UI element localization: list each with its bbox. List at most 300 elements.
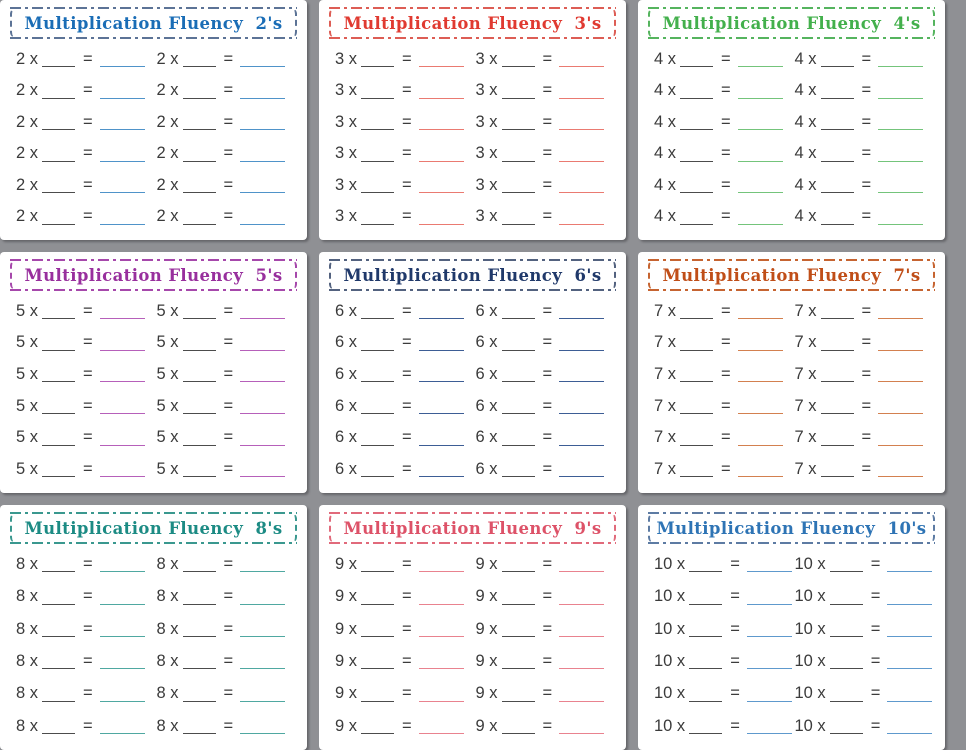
factor-blank <box>361 400 394 414</box>
answer-blank <box>878 368 923 382</box>
equals-sign: = <box>83 587 93 606</box>
factor-label: 2 x <box>16 49 39 68</box>
answer-blank <box>100 591 145 605</box>
problem <box>335 398 476 415</box>
problem <box>335 685 476 702</box>
factor-blank <box>183 720 216 734</box>
panel-title-box <box>10 8 297 38</box>
answer-blank <box>559 116 604 130</box>
equals-sign: = <box>223 175 234 194</box>
factor-blank <box>502 305 535 319</box>
factor-label: 5 x <box>16 364 39 383</box>
problem <box>335 621 476 638</box>
problem <box>157 145 298 162</box>
worksheet-panel-9s <box>319 505 626 750</box>
factor-label: 8 x <box>16 554 39 573</box>
factor-label: 9 x <box>335 554 358 573</box>
equals-sign: = <box>83 301 93 320</box>
factor-blank <box>680 211 713 225</box>
answer-blank <box>738 148 783 162</box>
factor-label: 2 x <box>16 175 39 194</box>
factor-blank <box>183 463 216 477</box>
factor-label: 5 x <box>156 364 179 383</box>
factor-label: 8 x <box>16 716 39 735</box>
answer-blank <box>559 558 604 572</box>
equals-sign: = <box>730 619 740 638</box>
factor-label: 6 x <box>475 364 498 383</box>
factor-blank <box>830 720 863 734</box>
equals-sign: = <box>861 49 872 68</box>
equals-sign: = <box>870 716 881 735</box>
equals-sign: = <box>542 49 553 68</box>
answer-blank <box>419 148 464 162</box>
factor-blank <box>821 148 854 162</box>
factor-label: 8 x <box>156 554 179 573</box>
factor-label: 5 x <box>16 333 39 352</box>
factor-blank <box>689 558 722 572</box>
problem <box>335 114 476 131</box>
factor-blank <box>42 558 75 572</box>
factor-label: 6 x <box>335 459 358 478</box>
equals-sign: = <box>83 396 93 415</box>
factor-label: 7 x <box>654 301 677 320</box>
factor-label: 2 x <box>156 207 179 225</box>
equals-sign: = <box>870 619 881 638</box>
factor-label: 10 x <box>794 651 826 670</box>
answer-blank <box>738 463 783 477</box>
factor-blank <box>183 558 216 572</box>
equals-sign: = <box>402 112 412 131</box>
answer-blank <box>878 337 923 351</box>
factor-blank <box>361 368 394 382</box>
answer-blank <box>100 53 145 67</box>
answer-blank <box>747 655 792 669</box>
problem <box>654 653 795 670</box>
equals-sign: = <box>730 684 740 703</box>
problem <box>476 303 617 320</box>
factor-label: 10 x <box>654 716 686 735</box>
answer-blank <box>559 305 604 319</box>
equals-sign: = <box>861 144 872 162</box>
answer-blank <box>747 720 792 734</box>
problem <box>16 685 157 702</box>
factor-blank <box>361 432 394 446</box>
factor-label: 10 x <box>654 619 686 638</box>
equals-sign: = <box>721 144 731 162</box>
factor-blank <box>502 591 535 605</box>
factor-blank <box>680 400 713 414</box>
equals-sign: = <box>721 49 731 68</box>
factor-label: 3 x <box>475 49 498 68</box>
problem <box>476 429 617 446</box>
factor-blank <box>821 368 854 382</box>
factor-label: 2 x <box>156 144 179 162</box>
answer-blank <box>240 432 285 446</box>
factor-label: 8 x <box>16 619 39 638</box>
problem-list <box>0 546 307 750</box>
problem <box>335 208 476 225</box>
factor-blank <box>42 211 75 225</box>
answer-blank <box>738 400 783 414</box>
factor-blank <box>42 591 75 605</box>
equals-sign: = <box>83 49 93 68</box>
factor-label: 9 x <box>335 684 358 703</box>
answer-blank <box>887 623 932 637</box>
equals-sign: = <box>861 333 872 352</box>
factor-blank <box>42 432 75 446</box>
answer-blank <box>100 148 145 162</box>
factor-label: 7 x <box>794 333 817 352</box>
panel-title-box <box>648 513 935 543</box>
answer-blank <box>559 623 604 637</box>
answer-blank <box>559 211 604 225</box>
factor-blank <box>830 688 863 702</box>
equals-sign: = <box>870 684 881 703</box>
factor-label: 4 x <box>654 207 677 225</box>
equals-sign: = <box>730 651 740 670</box>
equals-sign: = <box>542 587 553 606</box>
problem <box>476 556 617 573</box>
answer-blank <box>559 720 604 734</box>
problem <box>795 588 936 605</box>
problem <box>795 51 936 68</box>
problem <box>157 685 298 702</box>
factor-label: 6 x <box>335 333 358 352</box>
problem <box>335 51 476 68</box>
problem <box>654 588 795 605</box>
factor-blank <box>502 688 535 702</box>
factor-blank <box>42 116 75 130</box>
factor-label: 7 x <box>794 396 817 415</box>
factor-blank <box>42 463 75 477</box>
factor-blank <box>680 148 713 162</box>
panel-title: Multiplication Fluency 10's <box>656 518 927 538</box>
factor-blank <box>502 148 535 162</box>
answer-blank <box>747 591 792 605</box>
problem <box>654 51 795 68</box>
equals-sign: = <box>861 428 872 447</box>
factor-blank <box>183 400 216 414</box>
equals-sign: = <box>870 554 881 573</box>
factor-blank <box>502 116 535 130</box>
problem <box>16 588 157 605</box>
factor-blank <box>821 400 854 414</box>
problem <box>157 177 298 194</box>
answer-blank <box>887 720 932 734</box>
factor-label: 5 x <box>156 459 179 478</box>
factor-label: 6 x <box>475 301 498 320</box>
equals-sign: = <box>861 175 872 194</box>
equals-sign: = <box>402 587 412 606</box>
problem <box>157 653 298 670</box>
problem <box>335 334 476 351</box>
equals-sign: = <box>721 301 731 320</box>
equals-sign: = <box>402 81 412 99</box>
factor-label: 2 x <box>16 207 39 225</box>
problem <box>335 82 476 99</box>
factor-blank <box>42 655 75 669</box>
answer-blank <box>240 368 285 382</box>
problem <box>157 398 298 415</box>
equals-sign: = <box>223 684 234 703</box>
factor-label: 8 x <box>16 684 39 703</box>
equals-sign: = <box>402 364 412 383</box>
problem <box>335 718 476 735</box>
factor-blank <box>821 211 854 225</box>
factor-label: 4 x <box>794 207 817 225</box>
problem <box>157 334 298 351</box>
factor-blank <box>183 211 216 225</box>
equals-sign: = <box>542 112 553 131</box>
answer-blank <box>100 116 145 130</box>
problem <box>335 145 476 162</box>
answer-blank <box>559 368 604 382</box>
answer-blank <box>878 211 923 225</box>
answer-blank <box>240 400 285 414</box>
factor-blank <box>361 337 394 351</box>
factor-blank <box>42 305 75 319</box>
problem <box>335 366 476 383</box>
problem <box>476 82 617 99</box>
answer-blank <box>559 591 604 605</box>
factor-label: 9 x <box>335 651 358 670</box>
factor-label: 6 x <box>475 396 498 415</box>
answer-blank <box>419 337 464 351</box>
problem <box>157 429 298 446</box>
factor-blank <box>689 623 722 637</box>
equals-sign: = <box>721 459 731 478</box>
factor-blank <box>42 85 75 99</box>
equals-sign: = <box>721 175 731 194</box>
factor-label: 3 x <box>475 112 498 131</box>
answer-blank <box>100 368 145 382</box>
problem <box>335 461 476 478</box>
answer-blank <box>240 655 285 669</box>
problem <box>476 114 617 131</box>
factor-blank <box>821 179 854 193</box>
factor-blank <box>361 179 394 193</box>
factor-blank <box>183 116 216 130</box>
answer-blank <box>240 688 285 702</box>
equals-sign: = <box>223 428 234 447</box>
equals-sign: = <box>730 587 740 606</box>
equals-sign: = <box>402 144 412 162</box>
factor-blank <box>361 688 394 702</box>
equals-sign: = <box>83 554 93 573</box>
problem <box>476 718 617 735</box>
answer-blank <box>559 53 604 67</box>
factor-label: 3 x <box>335 112 358 131</box>
factor-label: 9 x <box>475 554 498 573</box>
factor-blank <box>680 337 713 351</box>
equals-sign: = <box>83 651 93 670</box>
problem <box>16 621 157 638</box>
equals-sign: = <box>83 684 93 703</box>
equals-sign: = <box>83 207 93 225</box>
problem <box>654 685 795 702</box>
answer-blank <box>419 305 464 319</box>
problem <box>335 303 476 320</box>
answer-blank <box>240 591 285 605</box>
problem <box>795 461 936 478</box>
factor-blank <box>42 400 75 414</box>
answer-blank <box>240 148 285 162</box>
equals-sign: = <box>542 428 553 447</box>
answer-blank <box>738 85 783 99</box>
problem-list <box>319 41 626 240</box>
factor-blank <box>821 432 854 446</box>
equals-sign: = <box>861 81 872 99</box>
panel-title-box <box>329 8 616 38</box>
answer-blank <box>738 337 783 351</box>
answer-blank <box>100 400 145 414</box>
answer-blank <box>419 655 464 669</box>
equals-sign: = <box>223 301 234 320</box>
answer-blank <box>100 179 145 193</box>
equals-sign: = <box>83 364 93 383</box>
equals-sign: = <box>223 144 234 162</box>
panel-title: Multiplication Fluency 6's <box>343 265 602 285</box>
equals-sign: = <box>542 684 553 703</box>
equals-sign: = <box>730 716 740 735</box>
equals-sign: = <box>870 651 881 670</box>
factor-blank <box>821 85 854 99</box>
equals-sign: = <box>861 301 872 320</box>
equals-sign: = <box>402 49 412 68</box>
equals-sign: = <box>721 112 731 131</box>
factor-label: 8 x <box>16 651 39 670</box>
answer-blank <box>419 179 464 193</box>
problem <box>795 82 936 99</box>
answer-blank <box>419 558 464 572</box>
equals-sign: = <box>223 716 234 735</box>
answer-blank <box>100 720 145 734</box>
worksheet-panel-5s <box>0 252 307 493</box>
problem <box>16 461 157 478</box>
equals-sign: = <box>223 333 234 352</box>
answer-blank <box>419 720 464 734</box>
answer-blank <box>240 116 285 130</box>
factor-blank <box>502 368 535 382</box>
problem <box>16 208 157 225</box>
factor-label: 2 x <box>156 175 179 194</box>
factor-blank <box>830 623 863 637</box>
equals-sign: = <box>721 207 731 225</box>
factor-label: 7 x <box>654 396 677 415</box>
equals-sign: = <box>542 333 553 352</box>
equals-sign: = <box>861 396 872 415</box>
problem <box>157 303 298 320</box>
factor-blank <box>183 337 216 351</box>
factor-blank <box>680 305 713 319</box>
factor-label: 4 x <box>654 49 677 68</box>
factor-blank <box>502 463 535 477</box>
factor-blank <box>42 337 75 351</box>
answer-blank <box>100 432 145 446</box>
factor-label: 3 x <box>475 81 498 99</box>
problem <box>335 429 476 446</box>
factor-label: 6 x <box>335 364 358 383</box>
panel-title: Multiplication Fluency 5's <box>24 265 283 285</box>
factor-label: 6 x <box>335 301 358 320</box>
problem-list <box>0 41 307 240</box>
factor-blank <box>830 591 863 605</box>
problem <box>335 177 476 194</box>
problem <box>795 366 936 383</box>
answer-blank <box>559 85 604 99</box>
equals-sign: = <box>402 684 412 703</box>
factor-blank <box>680 116 713 130</box>
equals-sign: = <box>402 554 412 573</box>
factor-blank <box>361 655 394 669</box>
answer-blank <box>878 305 923 319</box>
problem <box>795 718 936 735</box>
panel-title: Multiplication Fluency 2's <box>24 13 283 33</box>
factor-label: 4 x <box>794 112 817 131</box>
problem <box>654 429 795 446</box>
equals-sign: = <box>83 144 93 162</box>
equals-sign: = <box>542 651 553 670</box>
factor-blank <box>502 179 535 193</box>
answer-blank <box>747 688 792 702</box>
factor-blank <box>361 591 394 605</box>
factor-label: 7 x <box>794 364 817 383</box>
answer-blank <box>100 623 145 637</box>
factor-label: 6 x <box>475 459 498 478</box>
answer-blank <box>240 85 285 99</box>
factor-blank <box>361 623 394 637</box>
factor-label: 10 x <box>794 716 826 735</box>
equals-sign: = <box>542 619 553 638</box>
problem <box>157 556 298 573</box>
factor-blank <box>502 720 535 734</box>
worksheet-panel-4s <box>638 0 945 240</box>
answer-blank <box>419 591 464 605</box>
factor-label: 4 x <box>654 81 677 99</box>
problem-list <box>319 546 626 750</box>
equals-sign: = <box>402 619 412 638</box>
problem <box>16 429 157 446</box>
equals-sign: = <box>542 459 553 478</box>
factor-blank <box>502 53 535 67</box>
factor-blank <box>42 688 75 702</box>
equals-sign: = <box>402 175 412 194</box>
answer-blank <box>747 558 792 572</box>
problem <box>654 208 795 225</box>
problem <box>157 114 298 131</box>
panel-title: Multiplication Fluency 8's <box>24 518 283 538</box>
factor-blank <box>183 85 216 99</box>
equals-sign: = <box>83 459 93 478</box>
problem <box>16 114 157 131</box>
answer-blank <box>878 116 923 130</box>
answer-blank <box>559 463 604 477</box>
factor-blank <box>502 432 535 446</box>
factor-label: 9 x <box>335 716 358 735</box>
factor-blank <box>42 623 75 637</box>
panel-title: Multiplication Fluency 4's <box>662 13 921 33</box>
answer-blank <box>240 558 285 572</box>
factor-label: 5 x <box>16 428 39 447</box>
problem <box>16 82 157 99</box>
problem <box>16 51 157 68</box>
factor-blank <box>361 116 394 130</box>
answer-blank <box>240 463 285 477</box>
worksheet-panel-7s <box>638 252 945 493</box>
factor-blank <box>361 148 394 162</box>
factor-blank <box>183 432 216 446</box>
problem <box>654 114 795 131</box>
